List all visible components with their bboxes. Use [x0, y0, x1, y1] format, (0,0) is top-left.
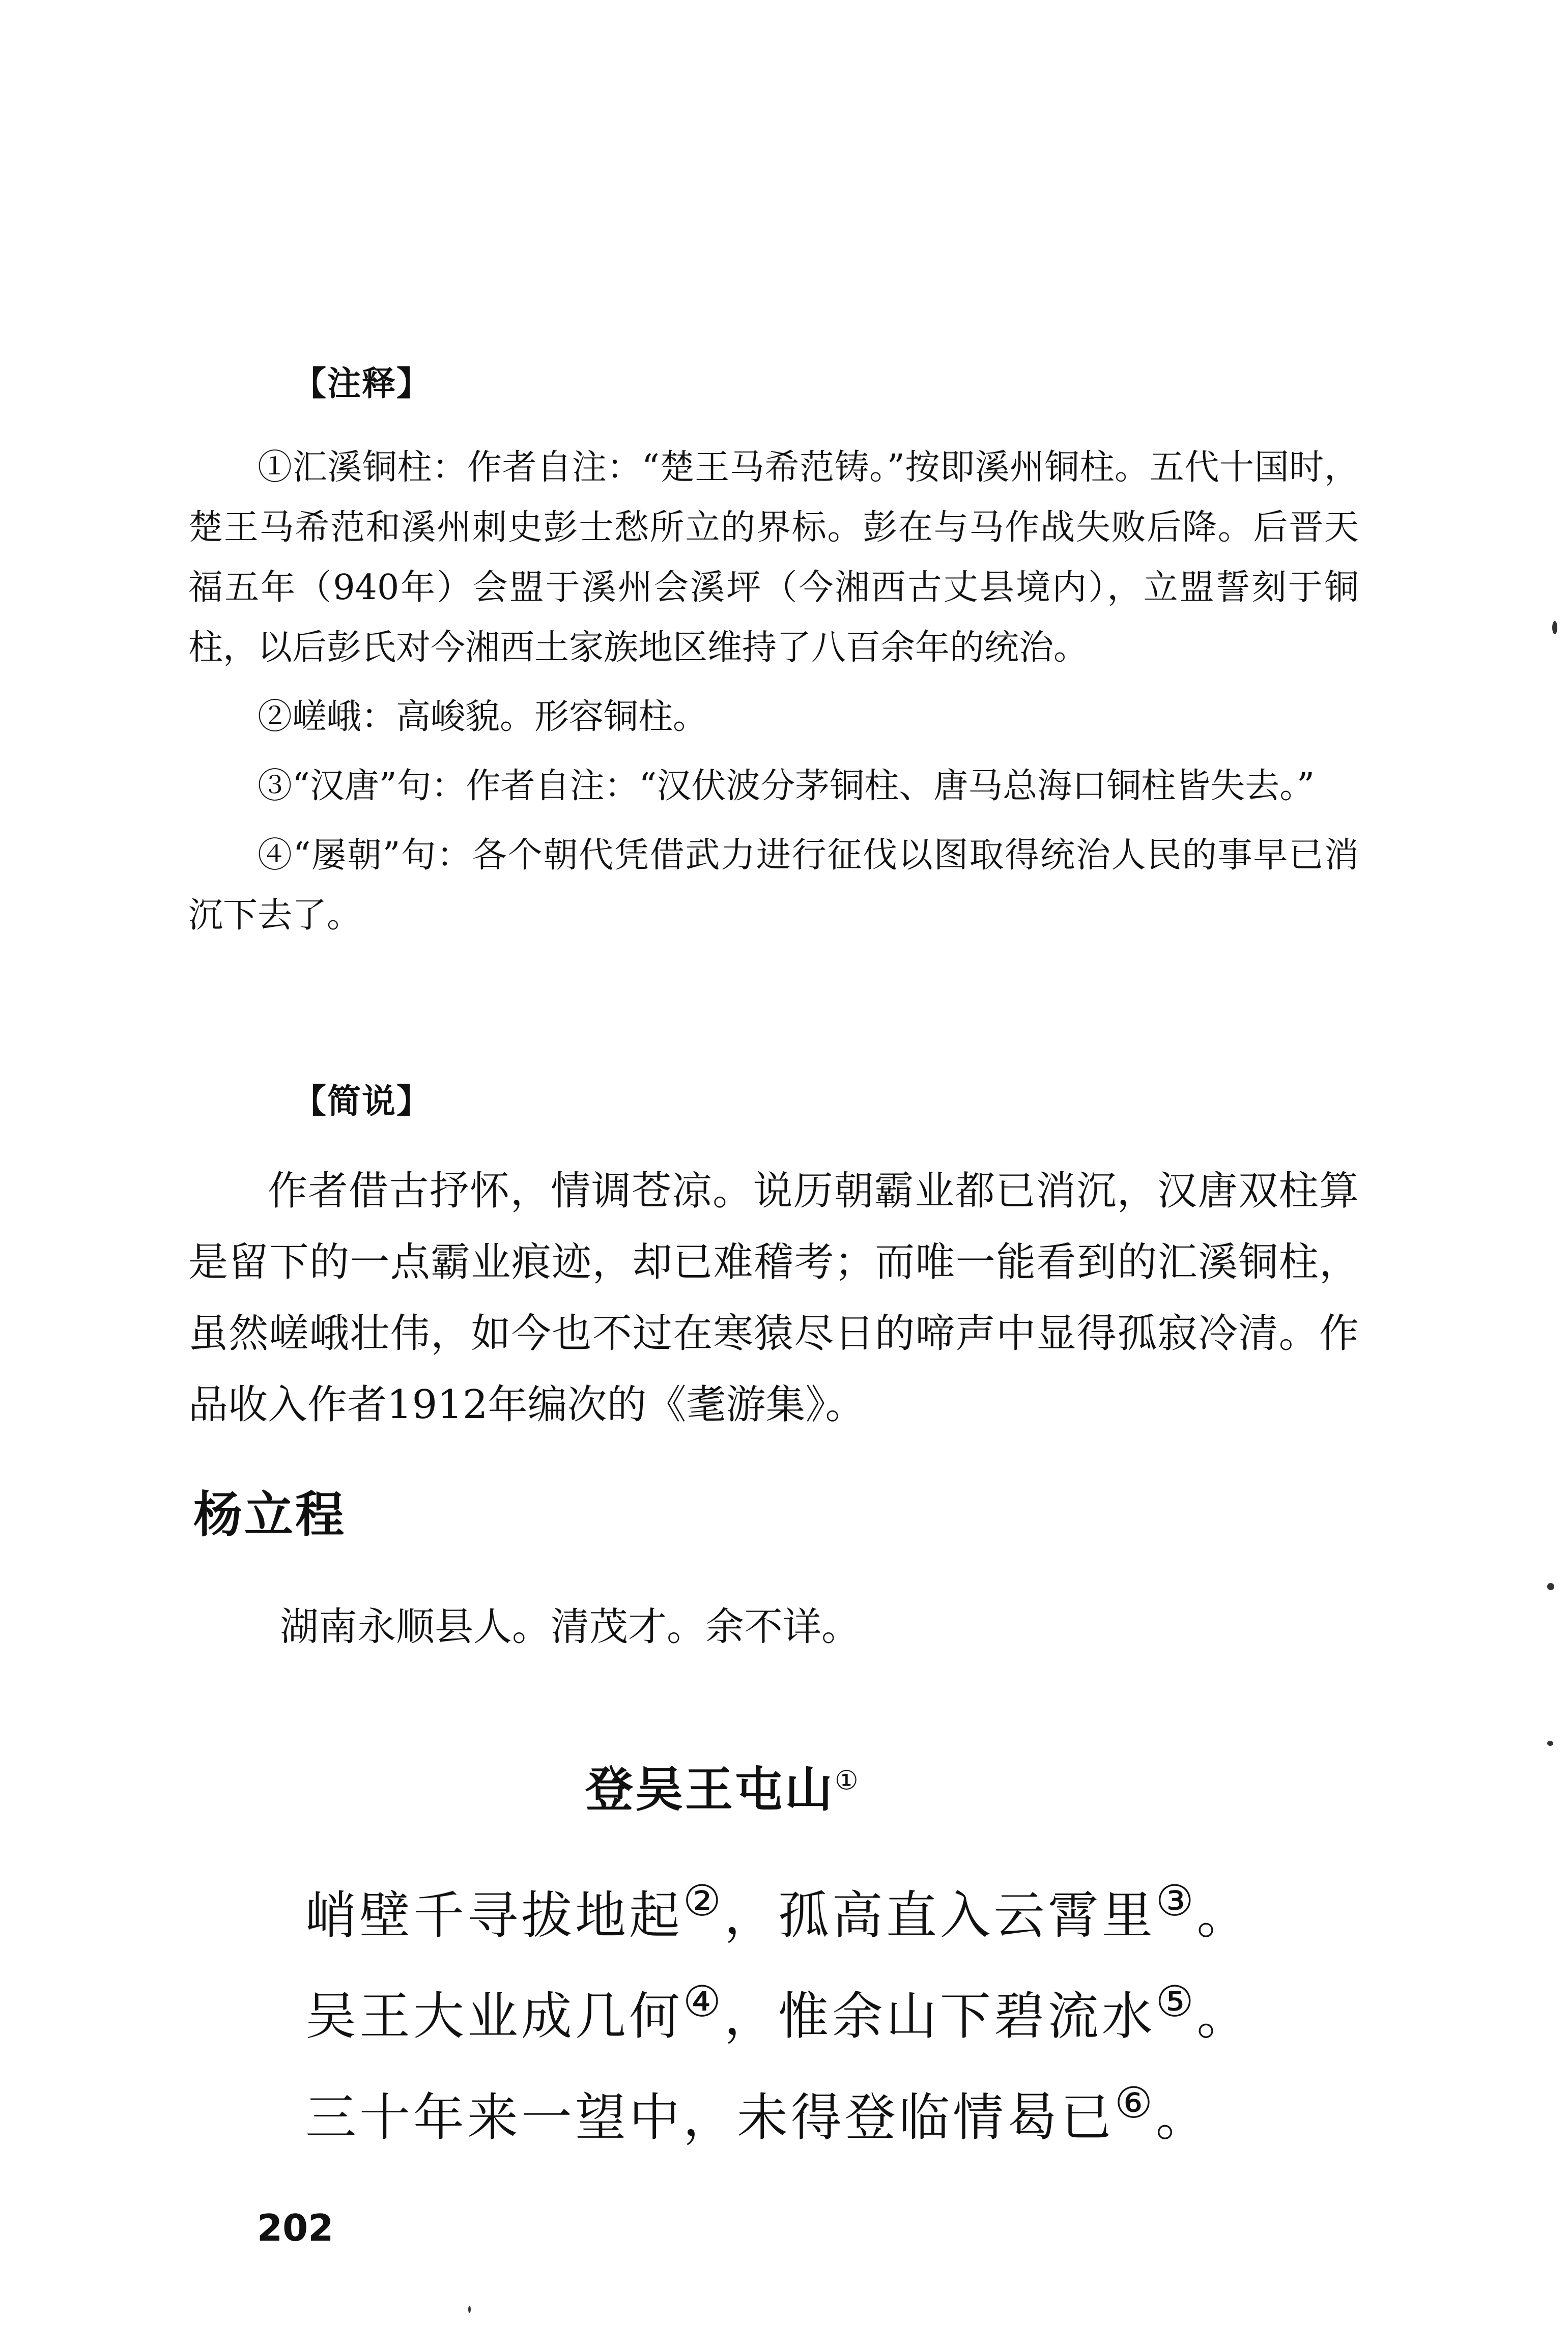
commentary-text: 作者借古抒怀，情调苍凉。说历朝霸业都已消沉，汉唐双柱算是留下的一点霸业痕迹，却已难稽考；而唯一能看到的汇溪铜柱，虽然嵯峨壮伟，如今也不过在寒猿尽日的啼声中显得孤寂冷清。作品收入作者1912年编次的《耄游集》。	[188, 1168, 1359, 1428]
note-item: ①汇溪铜柱：作者自注：“楚王马希范铸。”按即溪州铜柱。五代十国时，楚王马希范和溪州刺史彭士愁所立的界标。彭在与马作战失败后降。后晋天福五年（940年）会盟于溪州会溪坪（今湘西古丈县境内），立盟誓刻于铜柱，以后彭氏对今湘西土家族地区维持了八百余年的统治。	[188, 447, 1359, 668]
poem-punct: 。	[1196, 1885, 1251, 1945]
scan-speck	[1547, 1741, 1553, 1746]
page-number: 202	[257, 2207, 334, 2249]
commentary-heading: 【简说】	[293, 1082, 431, 1121]
poem-note-mark: ④	[683, 1977, 724, 2027]
poem-note-mark: ⑤	[1155, 1977, 1197, 2027]
note-item: ②嵯峨：高峻貌。形容铜柱。	[258, 697, 708, 737]
scan-speck	[468, 2306, 471, 2313]
poem-title-text: 登吴王屯山	[585, 1762, 835, 1818]
poem-line	[305, 1858, 1374, 1959]
poem-text: ，惟余山下碧流水	[724, 1986, 1156, 2046]
notes-list	[188, 438, 1359, 946]
poem-note-mark: ⑥	[1115, 2078, 1156, 2128]
poem-text: 三十年来一望中，未得登临情曷已	[305, 2087, 1115, 2147]
poem-punct: 。	[1155, 2087, 1210, 2147]
poem-body	[305, 1858, 1374, 2161]
author-bio: 湖南永顺县人。清茂才。余不详。	[280, 1604, 860, 1649]
author-name: 杨立程	[193, 1486, 346, 1543]
poem-line	[305, 2060, 1374, 2161]
scan-speck	[1547, 1583, 1554, 1590]
poem-note-mark: ③	[1155, 1876, 1197, 1926]
poem-line	[305, 1959, 1374, 2059]
note-item: ④“屡朝”句：各个朝代凭借武力进行征伐以图取得统治人民的事早已消沉下去了。	[188, 835, 1359, 936]
poem-text: ，孤高直入云霄里	[724, 1885, 1156, 1945]
poem-note-mark: ②	[683, 1876, 724, 1926]
note-item: ③“汉唐”句：作者自注：“汉伏波分茅铜柱、唐马总海口铜柱皆失去。”	[258, 766, 1315, 806]
poem-text: 峭壁千寻拔地起	[305, 1885, 683, 1945]
poem-text: 吴王大业成几何	[305, 1986, 683, 2046]
poem-title-note: ①	[835, 1765, 861, 1796]
scan-speck	[1552, 621, 1557, 634]
poem-punct: 。	[1196, 1986, 1251, 2046]
poem-title	[585, 1751, 861, 1820]
notes-heading: 【注释】	[293, 364, 431, 403]
